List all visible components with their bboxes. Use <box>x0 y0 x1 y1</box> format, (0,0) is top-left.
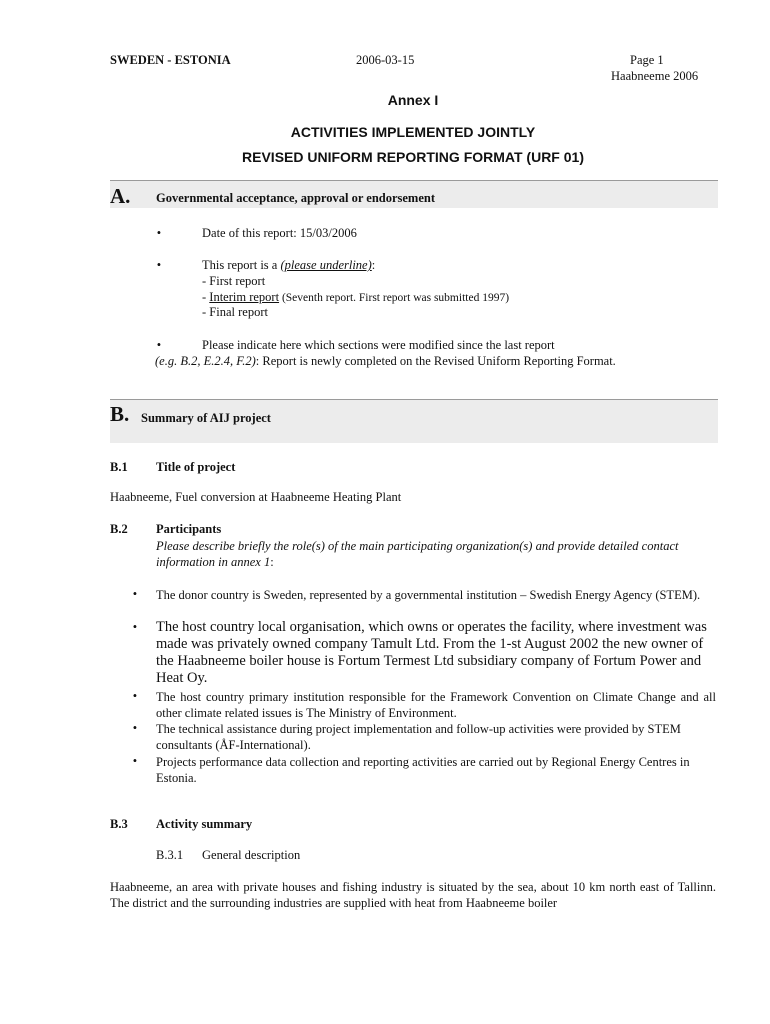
b2-instruction-colon: : <box>270 555 274 569</box>
interim-report-underlined: Interim report <box>209 290 280 304</box>
section-b-heading: Summary of AIJ project <box>141 411 271 425</box>
header-project: Haabneeme 2006 <box>611 69 699 83</box>
b2-title: Participants <box>156 522 222 536</box>
b2-instruction <box>156 538 716 570</box>
bullet-icon: • <box>132 754 138 768</box>
modified-answer: : Report is newly completed on the Revised Uniform Reporting Format. <box>255 354 616 368</box>
bullet-icon: • <box>132 689 138 703</box>
modified-sections-prompt: Please indicate here which sections were modified since the last report <box>202 338 555 352</box>
section-b-letter: B. <box>110 402 130 426</box>
participant-item: The host country local organisation, which owns or operates the facility, where investment was made was privately owned company Tamult Ltd. From the 1-st August 2002 the new owner of the Haabneeme boiler house is Fortum Termest Ltd subsidiary company of Fortum Power and Heat Oy. <box>156 619 707 686</box>
bullet-icon: • <box>132 721 138 735</box>
report-date: Date of this report: 15/03/2006 <box>202 226 357 240</box>
bullet-icon: • <box>156 226 162 240</box>
header-date: 2006-03-15 <box>356 53 415 67</box>
report-type-suffix: : <box>371 258 376 272</box>
report-type-emphasis: (please underline) <box>280 258 372 272</box>
b31-title: General description <box>202 848 301 862</box>
report-type-prefix: This report is a <box>202 258 281 272</box>
doc-title-line2: REVISED UNIFORM REPORTING FORMAT (URF 01) <box>242 149 584 165</box>
bullet-icon: • <box>132 620 138 634</box>
b3-title: Activity summary <box>156 817 253 831</box>
interim-report-note: (Seventh report. First report was submitted 1997) <box>279 292 510 304</box>
bullet-icon: • <box>156 338 162 352</box>
modified-example: (e.g. B.2, E.2.4, F.2) <box>155 354 256 368</box>
report-type-prompt <box>202 258 375 273</box>
participant-item: Projects performance data collection and reporting activities are carried out by Regional Energy Centres in Estonia. <box>156 755 690 785</box>
b31-description: Haabneeme, an area with private houses and fishing industry is situated by the sea, about 10 km north east of Tallinn. The district and the surrounding industries are supplied with heat from Haabneeme boiler <box>110 880 716 910</box>
b2-number: B.2 <box>110 522 128 536</box>
doc-title-line1: ACTIVITIES IMPLEMENTED JOINTLY <box>290 124 536 140</box>
bullet-icon: • <box>156 258 162 272</box>
section-a-band <box>110 180 718 208</box>
option-interim-report <box>202 290 509 305</box>
b2-instruction-text: Please describe briefly the role(s) of the main participating organization(s) and provide detailed contact information in annex 1 <box>156 539 679 569</box>
b3-number: B.3 <box>110 817 128 831</box>
option-dash: - <box>202 290 210 304</box>
header-page: Page 1 <box>630 53 664 67</box>
bullet-icon: • <box>132 587 138 601</box>
participant-item: The donor country is Sweden, represented by a governmental institution – Swedish Energy Agency (STEM). <box>156 588 701 602</box>
b1-number: B.1 <box>110 460 128 474</box>
modified-sections-answer <box>155 354 616 369</box>
participant-item: The host country primary institution responsible for the Framework Convention on Climate Change and all other climate related issues is The Ministry of Environment. <box>156 690 716 720</box>
option-first-report: - First report <box>202 274 266 288</box>
section-b-band <box>110 399 718 443</box>
option-final-report: - Final report <box>202 305 268 319</box>
participant-item: The technical assistance during project implementation and follow-up activities were provided by STEM consultants (ÅF-International). <box>156 722 681 752</box>
section-a-heading: Governmental acceptance, approval or endorsement <box>156 191 436 205</box>
annex-title: Annex I <box>387 92 439 108</box>
b1-project-title: Haabneeme, Fuel conversion at Haabneeme Heating Plant <box>110 490 402 504</box>
section-a-letter: A. <box>110 184 131 208</box>
b31-number: B.3.1 <box>156 848 184 862</box>
header-left: SWEDEN - ESTONIA <box>110 53 231 67</box>
b1-title: Title of project <box>156 460 236 474</box>
